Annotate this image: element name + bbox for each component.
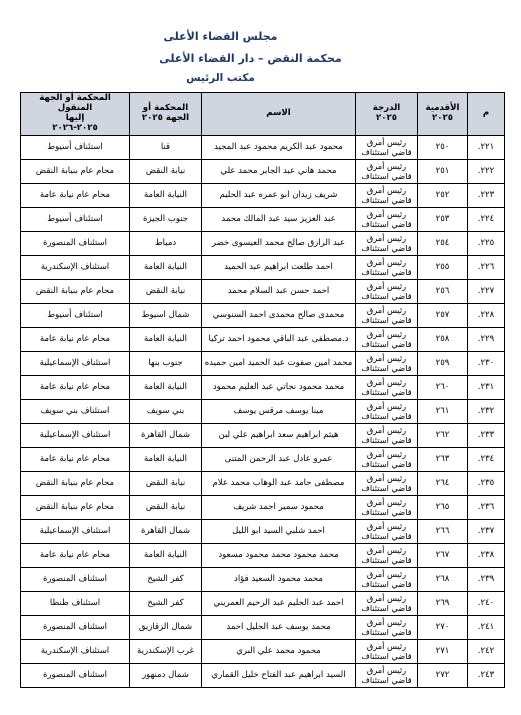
row-transferred-to: محام عام نيابة عامة — [21, 448, 130, 472]
row-grade: رئيس أمرق قاضي استئناف — [356, 160, 418, 184]
row-grade: رئيس أمرق قاضي استئناف — [356, 448, 418, 472]
row-name: محمد محمود نجاتي عبد العليم محمود — [202, 376, 356, 400]
assignments-table — [20, 92, 505, 688]
row-court: جنوب الجيزة — [130, 208, 202, 232]
row-number: ٢٣٠. — [468, 352, 505, 376]
row-seniority: ٢٦١ — [418, 400, 468, 424]
row-court: نيابة النقض — [130, 280, 202, 304]
row-transferred-to: استئناف الإسكندرية — [21, 256, 130, 280]
row-number: ٢٣٧. — [468, 520, 505, 544]
row-grade: رئيس أمرق قاضي استئناف — [356, 280, 418, 304]
row-number: ٢٣٥. — [468, 472, 505, 496]
row-seniority: ٢٧٠ — [418, 616, 468, 640]
row-seniority: ٢٧٢ — [418, 664, 468, 688]
row-grade: رئيس أمرق قاضي استئناف — [356, 328, 418, 352]
court-title: محكمة النقض – دار القضاء الأعلى — [159, 52, 342, 65]
row-seniority: ٢٦٦ — [418, 520, 468, 544]
row-number: ٢٣٢. — [468, 400, 505, 424]
row-court: جنوب بنها — [130, 352, 202, 376]
table-row — [21, 280, 505, 304]
col-header-seniority: الأقدمية ٢٠٢٥ — [418, 93, 468, 136]
table-row — [21, 664, 505, 688]
row-grade: رئيس أمرق قاضي استئناف — [356, 616, 418, 640]
row-name: مينا يوسف مرقس يوسف — [202, 400, 356, 424]
row-seniority: ٢٦٨ — [418, 568, 468, 592]
col-header-court: المحكمة أو الجهة ٢٠٢٥ — [130, 93, 202, 136]
row-seniority: ٢٥٢ — [418, 184, 468, 208]
row-grade: رئيس أمرق قاضي استئناف — [356, 640, 418, 664]
row-number: ٢٣٦. — [468, 496, 505, 520]
row-court: شمال القاهرة — [130, 520, 202, 544]
row-name: محمد هاني عبد الجابر محمد علي — [202, 160, 356, 184]
row-seniority: ٢٦٩ — [418, 592, 468, 616]
row-court: كفر الشيخ — [130, 592, 202, 616]
row-seniority: ٢٦٣ — [418, 448, 468, 472]
row-court: شمال دمنهور — [130, 664, 202, 688]
table-row — [21, 376, 505, 400]
row-number: ٢٤٢. — [468, 640, 505, 664]
row-name: مصطفى حامد عبد الوهاب محمد علام — [202, 472, 356, 496]
row-name: محمد امين صفوت عبد الحميد امين حميده — [202, 352, 356, 376]
row-grade: رئيس أمرق قاضي استئناف — [356, 568, 418, 592]
row-court: شمال القاهرة — [130, 424, 202, 448]
table-row — [21, 256, 505, 280]
row-grade: رئيس أمرق قاضي استئناف — [356, 664, 418, 688]
row-court: قنا — [130, 136, 202, 160]
row-court: النيابة العامة — [130, 256, 202, 280]
row-name: عمرو عادل عبد الرحمن المتنى — [202, 448, 356, 472]
row-transferred-to: محام عام بنيابة النقض — [21, 160, 130, 184]
row-transferred-to: محام عام نيابة عامة — [21, 544, 130, 568]
row-court: النيابة العامة — [130, 376, 202, 400]
table-row — [21, 208, 505, 232]
row-transferred-to: استئناف المنصورة — [21, 568, 130, 592]
office-title: مكتب الرئيس — [186, 72, 255, 84]
row-transferred-to: استئناف أسيوط — [21, 136, 130, 160]
row-transferred-to: استئناف الإسماعيلية — [21, 424, 130, 448]
row-transferred-to: محام عام نيابة عامة — [21, 376, 130, 400]
table-row — [21, 352, 505, 376]
table-row — [21, 496, 505, 520]
row-number: ٢٢٥. — [468, 232, 505, 256]
row-court: النيابة العامة — [130, 544, 202, 568]
row-name: هيثم ابراهيم سعد ابراهيم علي لبن — [202, 424, 356, 448]
row-transferred-to: محام عام بنيابة النقض — [21, 472, 130, 496]
council-title: مجلس القضاء الأعلى — [163, 30, 278, 43]
row-grade: رئيس أمرق قاضي استئناف — [356, 544, 418, 568]
row-name: د.مصطفى عبد الباقي محمود احمد تركيا — [202, 328, 356, 352]
row-name: محمد محمود السعيد فؤاد — [202, 568, 356, 592]
row-transferred-to: استئناف أسيوط — [21, 304, 130, 328]
row-number: ٢٢٢. — [468, 160, 505, 184]
row-seniority: ٢٦٧ — [418, 544, 468, 568]
row-court: شمال الزقازيق — [130, 616, 202, 640]
row-number: ٢٢٨. — [468, 304, 505, 328]
row-seniority: ٢٥٥ — [418, 256, 468, 280]
row-court: نيابة النقض — [130, 160, 202, 184]
row-name: احمد عبد الحليم عبد الرحيم العمريني — [202, 592, 356, 616]
row-transferred-to: استئناف طنطا — [21, 592, 130, 616]
table-row — [21, 400, 505, 424]
row-seniority: ٢٥٦ — [418, 280, 468, 304]
row-transferred-to: محام عام نيابة عامة — [21, 328, 130, 352]
row-transferred-to: محام عام نيابة عامة — [21, 184, 130, 208]
col-header-number: م — [468, 93, 505, 136]
row-grade: رئيس أمرق قاضي استئناف — [356, 256, 418, 280]
table-row — [21, 568, 505, 592]
row-transferred-to: محام عام بنيابة النقض — [21, 280, 130, 304]
row-seniority: ٢٧١ — [418, 640, 468, 664]
row-grade: رئيس أمرق قاضي استئناف — [356, 136, 418, 160]
row-name: احمد حسن عبد السلام محمد — [202, 280, 356, 304]
table-row — [21, 160, 505, 184]
row-transferred-to: استئناف بني سويف — [21, 400, 130, 424]
row-transferred-to: استئناف الإسكندرية — [21, 640, 130, 664]
row-seniority: ٢٦٠ — [418, 376, 468, 400]
row-transferred-to: استئناف أسيوط — [21, 208, 130, 232]
table-row — [21, 424, 505, 448]
row-seniority: ٢٦٢ — [418, 424, 468, 448]
row-transferred-to: استئناف المنصورة — [21, 616, 130, 640]
row-name: محمود سمير احمد شريف — [202, 496, 356, 520]
table-row — [21, 136, 505, 160]
row-number: ٢٢٧. — [468, 280, 505, 304]
row-name: عبد العزيز سيد عبد المالك محمد — [202, 208, 356, 232]
row-number: ٢٤٠. — [468, 592, 505, 616]
row-number: ٢٣٣. — [468, 424, 505, 448]
row-name: محمد محمود محمد محمود مسعود — [202, 544, 356, 568]
row-court: بني سويف — [130, 400, 202, 424]
row-grade: رئيس أمرق قاضي استئناف — [356, 304, 418, 328]
row-grade: رئيس أمرق قاضي استئناف — [356, 496, 418, 520]
row-name: محمود عبد الكريم محمود عبد المجيد — [202, 136, 356, 160]
row-court: نيابة النقض — [130, 496, 202, 520]
row-number: ٢٢٣. — [468, 184, 505, 208]
row-grade: رئيس أمرق قاضي استئناف — [356, 184, 418, 208]
row-number: ٢٢٤. — [468, 208, 505, 232]
row-number: ٢٣٨. — [468, 544, 505, 568]
table-row — [21, 232, 505, 256]
row-court: دمياط — [130, 232, 202, 256]
row-name: احمد طلعت ابراهيم عبد الحميد — [202, 256, 356, 280]
row-grade: رئيس أمرق قاضي استئناف — [356, 208, 418, 232]
row-grade: رئيس أمرق قاضي استئناف — [356, 232, 418, 256]
table-row — [21, 304, 505, 328]
row-court: النيابة العامة — [130, 448, 202, 472]
row-name: محمود محمد علي البري — [202, 640, 356, 664]
row-seniority: ٢٥٨ — [418, 328, 468, 352]
row-grade: رئيس أمرق قاضي استئناف — [356, 424, 418, 448]
row-grade: رئيس أمرق قاضي استئناف — [356, 520, 418, 544]
row-name: السيد ابراهيم عبد الفتاح خليل القماري — [202, 664, 356, 688]
row-transferred-to: استئناف الإسماعيلية — [21, 352, 130, 376]
col-header-transferred-to: المحكمة أو الجهة المنقول إليها ٢٠٢٥-٢٠٢٦ — [21, 93, 130, 136]
table-row — [21, 328, 505, 352]
row-name: محمدى صالح محمدى احمد السنوسي — [202, 304, 356, 328]
table-row — [21, 592, 505, 616]
row-grade: رئيس أمرق قاضي استئناف — [356, 592, 418, 616]
row-court: كفر الشيخ — [130, 568, 202, 592]
table-row — [21, 448, 505, 472]
row-seniority: ٢٥٧ — [418, 304, 468, 328]
row-court: شمال اسيوط — [130, 304, 202, 328]
row-seniority: ٢٦٤ — [418, 472, 468, 496]
row-number: ٢٣٤. — [468, 448, 505, 472]
row-seniority: ٢٦٥ — [418, 496, 468, 520]
table-row — [21, 544, 505, 568]
table-row — [21, 616, 505, 640]
row-seniority: ٢٥٩ — [418, 352, 468, 376]
row-transferred-to: استئناف المنصورة — [21, 232, 130, 256]
row-grade: رئيس أمرق قاضي استئناف — [356, 376, 418, 400]
row-number: ٢٣١. — [468, 376, 505, 400]
row-transferred-to: محام عام بنيابة النقض — [21, 496, 130, 520]
row-seniority: ٢٥١ — [418, 160, 468, 184]
row-seniority: ٢٥٣ — [418, 208, 468, 232]
row-number: ٢٣٩. — [468, 568, 505, 592]
row-court: نيابة النقض — [130, 472, 202, 496]
table-header-row — [21, 93, 505, 136]
row-grade: رئيس أمرق قاضي استئناف — [356, 352, 418, 376]
row-seniority: ٢٥٤ — [418, 232, 468, 256]
row-court: النيابة العامة — [130, 184, 202, 208]
table-row — [21, 472, 505, 496]
row-number: ٢٢٦. — [468, 256, 505, 280]
row-court: غرب الإسكندرية — [130, 640, 202, 664]
row-transferred-to: استئناف المنصورة — [21, 664, 130, 688]
row-number: ٢٢٩. — [468, 328, 505, 352]
row-name: شريف زيدان ابو عمره عبد الحليم — [202, 184, 356, 208]
table-row — [21, 520, 505, 544]
row-transferred-to: استئناف الإسماعيلية — [21, 520, 130, 544]
table-row — [21, 184, 505, 208]
row-name: محمد يوسف عبد الجليل احمد — [202, 616, 356, 640]
row-name: عبد الرازق صالح محمد العيسوى خضر — [202, 232, 356, 256]
row-number: ٢٤٣. — [468, 664, 505, 688]
row-grade: رئيس أمرق قاضي استئناف — [356, 472, 418, 496]
row-court: النيابة العامة — [130, 328, 202, 352]
row-number: ٢٢١. — [468, 136, 505, 160]
row-seniority: ٢٥٠ — [418, 136, 468, 160]
table-row — [21, 640, 505, 664]
col-header-name: الاسم — [202, 93, 356, 136]
row-grade: رئيس أمرق قاضي استئناف — [356, 400, 418, 424]
row-number: ٢٤١. — [468, 616, 505, 640]
col-header-grade: الدرجة ٢٠٢٥ — [356, 93, 418, 136]
row-name: احمد شلبي السيد ابو الليل — [202, 520, 356, 544]
